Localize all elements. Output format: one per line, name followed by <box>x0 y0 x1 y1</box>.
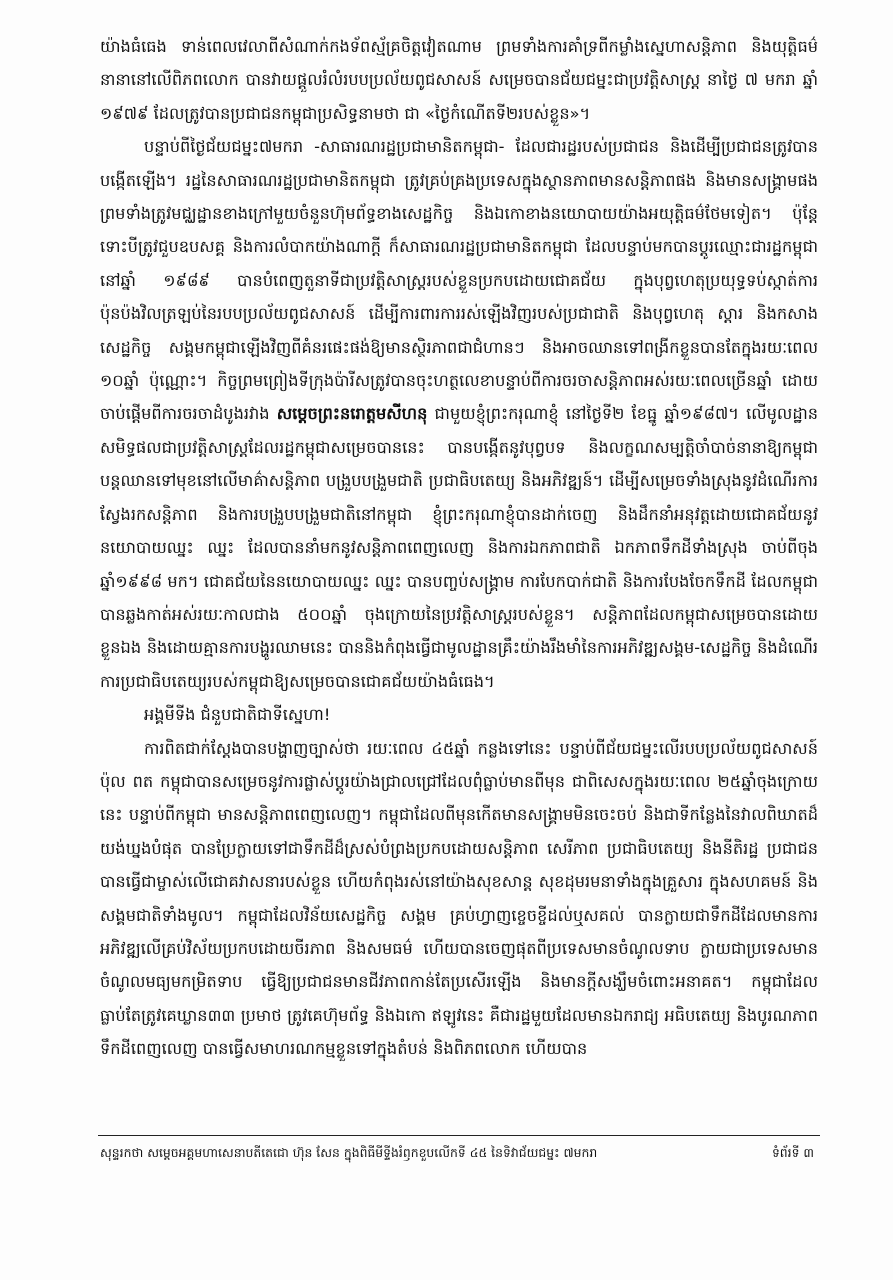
paragraph-3: ការពិតជាក់ស្តែងបានបង្ហាញច្បាស់ថា រយៈពេល ៤៥ឆ្នាំ កន្លងទៅនេះ បន្ទាប់ពីជ័យជម្នះលើរបបប្រល័យពូជសាសន៍ ប៉ុល ពត កម្ពុជាបានសម្រេចនូវការផ្លាស់ប្តូរយ៉ាងជ្រាលជ្រៅដែលពុំធ្លាប់មានពីមុន ជាពិសេសក្នុងរយៈពេល ២៥ឆ្នាំចុងក្រោយនេះ បន្ទាប់ពីកម្ពុជា មានសន្តិភាពពេញលេញ។ កម្ពុជាដែលពីមុនកើតមានសង្គ្រាមមិនចេះចប់ និងជាទីកន្លែងនៃវាលពិឃាតដ៏យង់ឃ្នងបំផុត បានប្រែក្លាយទៅជាទឹកដីដ៏ស្រស់បំព្រងប្រកបដោយសន្តិភាព សេរីភាព ប្រជាធិបតេយ្យ និងនីតិរដ្ឋ ប្រជាជនបានធ្វើជាម្ចាស់លើជោគវាសនារបស់ខ្លួន ហើយកំពុងរស់នៅយ៉ាងសុខសាន្ត សុខដុមរមនាទាំងក្នុងគ្រួសារ ក្នុងសហគមន៍ និងសង្គមជាតិទាំងមូល។ កម្ពុជាដែលវិន័យសេដ្ឋកិច្ច សង្គម គ្រប់ហ្វាញខ្ចេចខ្ចីដល់ឬសគល់ បានក្លាយជាទឹកដីដែលមានការអភិវឌ្ឍលើគ្រប់វិស័យប្រកបដោយចីរភាព និងសមធម៌ ហើយបានចេញផុតពីប្រទេសមានចំណូលទាប ក្លាយជាប្រទេសមានចំណូលមធ្យមកម្រិតទាប ធ្វើឱ្យប្រជាជនមានជីវភាពកាន់តែប្រសើរឡើង និងមានក្តីសង្ឃឹមចំពោះអនាគត។ កម្ពុជាដែលធ្លាប់តែត្រូវគេឃ្លាន៣៣ ប្រមាថ ត្រូវគេហ៊ុមព័ទ្ធ និងឯកោ ឥឡូវនេះ គឺជារដ្ឋមួយដែលមានឯករាជ្យ អធិបតេយ្យ និងបូរណភាពទឹកដីពេញលេញ បានធ្វើសមាហរណកម្មខ្លួនទៅក្នុងតំបន់ និងពិភពលោក ហើយបាន <box>100 738 818 1059</box>
document-body <box>100 30 818 1066</box>
footer-speech-title: សុន្ទរកថា សម្តេចអគ្គមហាសេនាបតីតេជោ ហ៊ុន សែន ក្នុងពិធីមីទ្ទីងរំឭកខួបលើកទី ៤៥ នៃទិវាជ័យជម្នះ ៧មករា <box>100 1145 598 1160</box>
paragraph-1: យ៉ាងធំធេង ទាន់ពេលវេលាពីសំណាក់កងទ័ពស្ម័គ្រចិត្តវៀតណាម ព្រមទាំងការគាំទ្រពីកម្លាំងស្នេហាសន្តិភាព និងយុត្តិធម៌នានានៅលើពិភពលោក បានវាយផ្តួលរំលំរបបប្រល័យពូជសាសន៍ សម្រេចបានជ័យជម្នះជាប្រវត្តិសាស្ត្រ នាថ្ងៃ ៧ មករា ឆ្នាំ ១៩៧៩ ដែលត្រូវបានប្រជាជនកម្ពុជាប្រសិទ្ធនាមថា ជា «ថ្ងៃកំណើតទី២របស់ខ្លួន»។ <box>100 37 818 123</box>
paragraph-2 <box>100 130 818 698</box>
paragraph-2-bold-name: សម្តេចព្រះនរោត្តមសីហនុ <box>276 404 428 424</box>
page-footer <box>100 1143 818 1163</box>
paragraph-2-continued: ជាមួយខ្ញុំព្រះករុណាខ្ញុំ នៅថ្ងៃទី២ ខែធ្នូ ឆ្នាំ១៩៨៧។ លើមូលដ្ឋានសមិទ្ធផលជាប្រវត្តិសាស្ត្រដែលរដ្ឋកម្ពុជាសម្រេចបាននេះ បានបង្កើតនូវបុព្វបទ និងលក្ខណសម្បត្តិចាំបាច់នានាឱ្យកម្ពុជាបន្តឈានទៅមុខនៅលើមាគ៌ាសន្តិភាព បង្រួបបង្រួមជាតិ ប្រជាធិបតេយ្យ និងអភិវឌ្ឍន៍។ ដើម្បីសម្រេចទាំងស្រុងនូវដំណើរការស្វែងរកសន្តិភាព និងការបង្រួបបង្រួមជាតិនៅកម្ពុជា ខ្ញុំព្រះករុណាខ្ញុំបានដាក់ចេញ និងដឹកនាំអនុវត្តដោយជោគជ័យនូវនយោបាយឈ្នះ ឈ្នះ ដែលបាននាំមកនូវសន្តិភាពពេញលេញ និងការឯកភាពជាតិ ឯកភាពទឹកដីទាំងស្រុង ចាប់ពីចុងឆ្នាំ១៩៩៨ មក។ ជោគជ័យនៃនយោបាយឈ្នះ ឈ្នះ បានបញ្ចប់សង្គ្រាម ការបែកបាក់ជាតិ និងការបែងចែកទឹកដី ដែលកម្ពុជាបានឆ្លងកាត់អស់រយៈកាលជាង ៥០០ឆ្នាំ ចុងក្រោយនៃប្រវត្តិសាស្ត្ររបស់ខ្លួន។ សន្តិភាពដែលកម្ពុជាសម្រេចបានដោយខ្លួនឯង និងដោយគ្មានការបង្ហូរឈាមនេះ បាននិងកំពុងធ្វើជាមូលដ្ឋានគ្រឹះយ៉ាងរឹងមាំនៃការអភិវឌ្ឍសង្គម-សេដ្ឋកិច្ច និងដំណើរការប្រជាធិបតេយ្យរបស់កម្ពុជាឱ្យសម្រេចបានជោគជ័យយ៉ាងធំធេង។ <box>100 404 819 691</box>
salutation: អង្គមីទីង ជំនួបជាតិជាទីស្នេហា! <box>144 705 331 725</box>
paragraph-2-text: បន្ទាប់ពីថ្ងៃជ័យជម្នះ៧មករា -សាធារណរដ្ឋប្រជាមានិតកម្ពុជា- ដែលជារដ្ឋរបស់ប្រជាជន និងដើម្បីប្រជាជនត្រូវបានបង្កើតឡើង។ រដ្ឋនៃសាធារណរដ្ឋប្រជាមានិតកម្ពុជា ត្រូវគ្រប់គ្រងប្រទេសក្នុងស្ថានភាពមានសន្តិភាពផង និងមានសង្គ្រាមផង ព្រមទាំងត្រូវមជ្ឈដ្ឋានខាងក្រៅមួយចំនួនហ៊ុមព័ទ្ធខាងសេដ្ឋកិច្ច និងឯកោខាងនយោបាយយ៉ាងអយុត្តិធម៌ថែមទៀត។ ប៉ុន្តែទោះបីត្រូវជួបឧបសគ្គ និងការលំបាកយ៉ាងណាក្តី ក៏សាធារណរដ្ឋប្រជាមានិតកម្ពុជា ដែលបន្ទាប់មកបានប្តូរឈ្មោះជារដ្ឋកម្ពុជា នៅឆ្នាំ ១៩៨៩ បានបំពេញតួនាទីជាប្រវត្តិសាស្ត្ររបស់ខ្លួនប្រកបដោយជោគជ័យ ក្នុងបុព្វហេតុប្រយុទ្ធទប់ស្កាត់ការប៉ុនប៉ងវិលត្រឡប់នៃរបបប្រល័យពូជសាសន៍ ដើម្បីការពារការរស់ឡើងវិញរបស់ប្រជាជាតិ និងបុព្វហេតុ ស្តារ និងកសាងសេដ្ឋកិច្ច សង្គមកម្ពុជាឡើងវិញពីគំនរផេះផង់ឱ្យមានស្ថិរភាពជាជំហានៗ និងអាចឈានទៅពង្រីកខ្លួនបានតែក្នុងរយៈពេល ១០ឆ្នាំ ប៉ុណ្ណោះ។ កិច្ចព្រមព្រៀងទីក្រុងប៉ារីសត្រូវបានចុះហត្ថលេខាបន្ទាប់ពីការចរចាសន្តិភាពអស់រយៈពេលច្រើនឆ្នាំ ដោយចាប់ផ្តើមពីការចរចាដំបូងរវាង <box>100 137 818 424</box>
footer-page-number: ទំព័រទី ៣ <box>771 1145 814 1160</box>
footer-divider <box>98 1135 820 1136</box>
